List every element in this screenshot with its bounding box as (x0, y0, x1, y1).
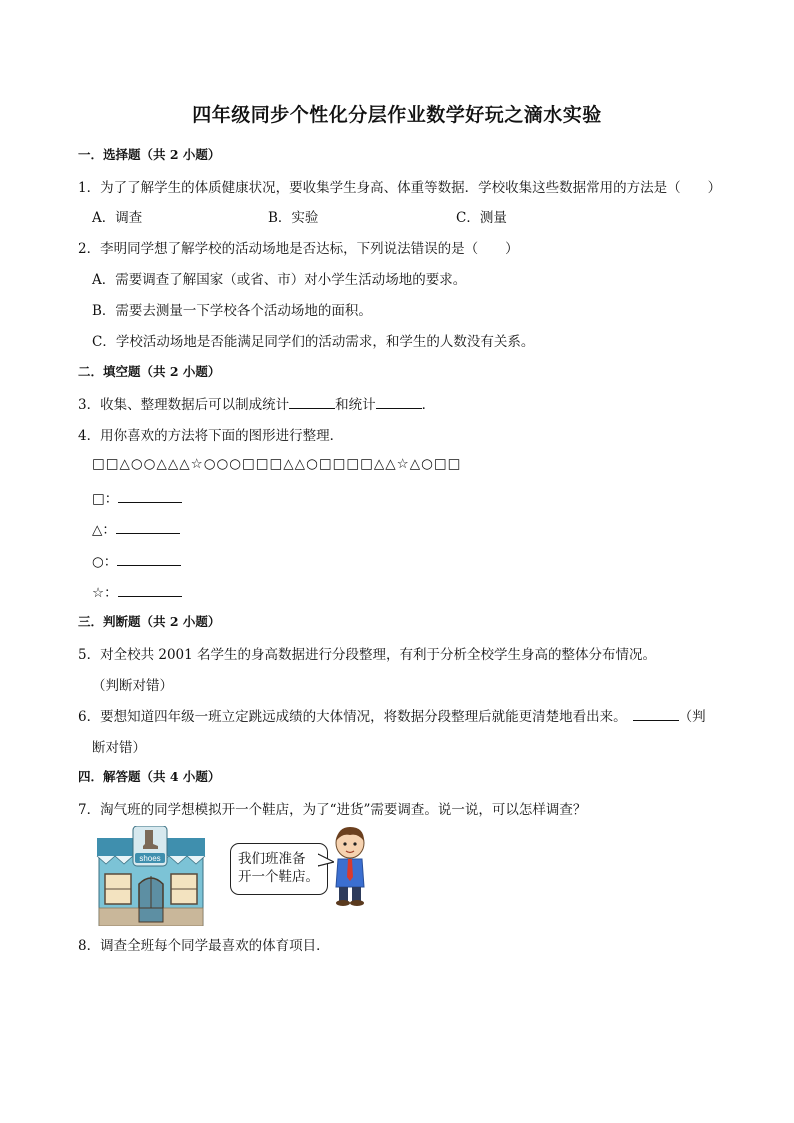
question-1: 1．为了了解学生的体质健康状况，要收集学生身高、体重等数据．学校收集这些数据常用的方法是（ ） (78, 180, 722, 196)
question-7: 7．淘气班的同学想模拟开一个鞋店，为了“进货”需要调查。说一说，可以怎样调查？ (78, 802, 587, 818)
circle-answer-row (92, 550, 181, 570)
star-label: ☆： (92, 585, 118, 601)
speech-bubble (230, 843, 328, 895)
star-answer-row (92, 581, 182, 601)
section-judge-heading: 三．判断题（共 2 小题） (78, 614, 221, 629)
square-answer-row (92, 487, 182, 507)
triangle-label: △： (92, 522, 116, 538)
question-3 (78, 393, 435, 413)
question-6-tail: （判 (678, 709, 706, 725)
question-1-option-b: B．实验 (268, 210, 319, 226)
question-6-continuation: 断对错） (92, 740, 146, 756)
question-2-option-a: A．需要调查了解国家（或省、市）对小学生活动场地的要求。 (92, 272, 467, 288)
question-3-blank-2[interactable] (376, 395, 422, 409)
question-6-text: 6．要想知道四年级一班立定跳远成绩的大体情况，将数据分段整理后就能更清楚地看出来。 (78, 709, 627, 725)
section-choice-heading: 一．选择题（共 2 小题） (78, 147, 221, 162)
question-4: 4．用你喜欢的方法将下面的图形进行整理． (78, 428, 344, 444)
boy-character (328, 825, 372, 907)
question-3-text-start: 3．收集、整理数据后可以制成统计 (78, 397, 290, 413)
question-1-option-c: C．测量 (456, 210, 507, 226)
shape-sequence: □□△○○△△△☆○○○□□□△△○□□□□△△☆△○□□ (92, 456, 462, 472)
circle-answer-blank[interactable] (117, 552, 181, 566)
shop-sign-text: shoes (139, 854, 161, 863)
square-label: □： (92, 491, 119, 507)
question-2-option-c: C．学校活动场地是否能满足同学们的活动需求，和学生的人数没有关系。 (92, 334, 535, 350)
question-2-option-b: B．需要去测量一下学校各个活动场地的面积。 (92, 303, 372, 319)
section-answer-heading: 四．解答题（共 4 小题） (78, 769, 221, 784)
question-5: 5．对全校共 2001 名学生的身高数据进行分段整理，有利于分析全校学生身高的整体分布情况。 (78, 647, 657, 663)
question-3-blank-1[interactable] (289, 395, 335, 409)
square-answer-blank[interactable] (118, 489, 182, 503)
question-1-option-a: A．调查 (92, 210, 143, 226)
star-answer-blank[interactable] (118, 583, 182, 597)
question-8: 8．调查全班每个同学最喜欢的体育项目． (78, 938, 330, 954)
shoe-shop-illustration (95, 826, 207, 926)
speech-bubble-line-1: 我们班准备 (238, 851, 306, 867)
boy-tie (347, 859, 353, 881)
triangle-answer-row (92, 518, 180, 538)
circle-label: ○： (92, 554, 118, 570)
speech-bubble-line-2: 开一个鞋店。 (238, 869, 319, 885)
triangle-answer-blank[interactable] (116, 520, 180, 534)
question-3-text-middle: 和统计 (335, 397, 376, 413)
page-title: 四年级同步个性化分层作业数学好玩之滴水实验 (192, 104, 602, 126)
question-6 (78, 705, 706, 725)
question-2: 2．李明同学想了解学校的活动场地是否达标，下列说法错误的是（ ） (78, 241, 519, 257)
question-5-continuation: （判断对错） (92, 678, 173, 694)
section-fill-heading: 二．填空题（共 2 小题） (78, 364, 221, 379)
question-6-blank[interactable] (633, 707, 679, 721)
question-3-text-end: ． (421, 397, 436, 413)
